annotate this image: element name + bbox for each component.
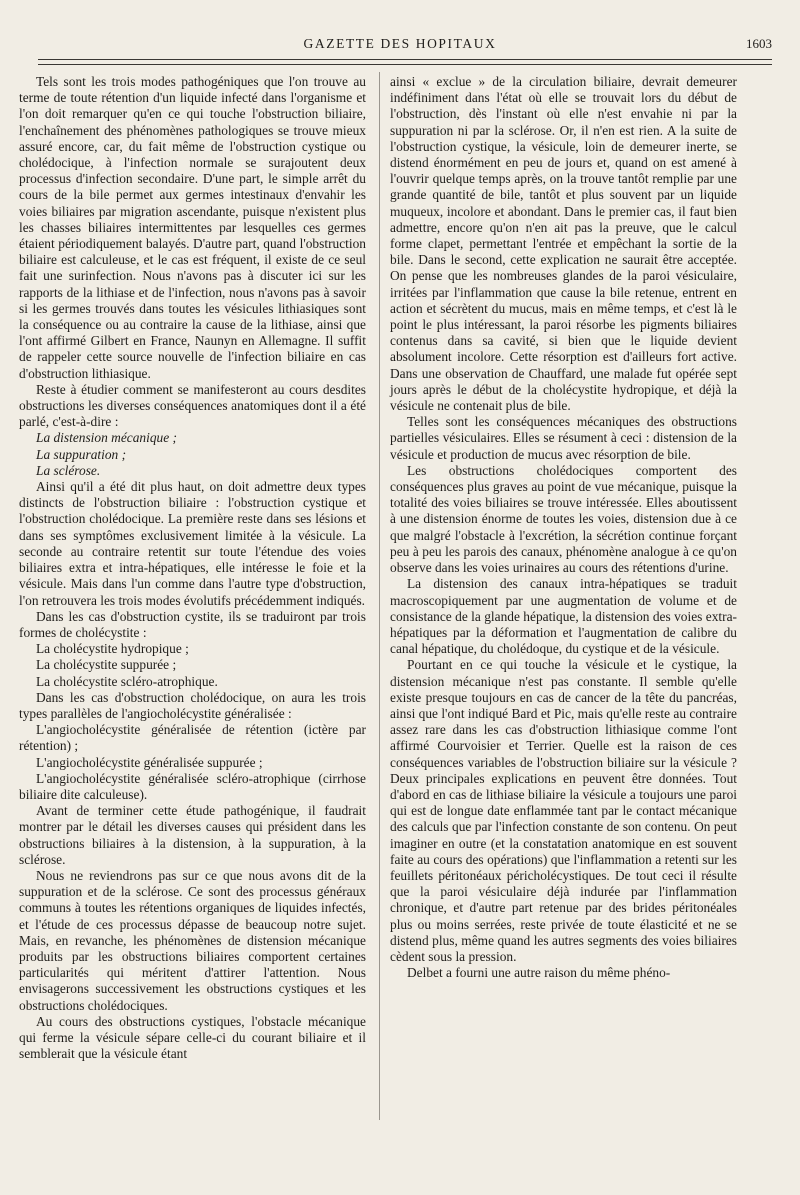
paragraph: Telles sont les conséquences mécaniques des obstructions partielles vésiculaires. Elles se résument à ceci : distension de la vésicule et production de mucus avec résorption de bile. <box>390 414 737 462</box>
column-divider <box>379 72 380 1120</box>
list-item: La cholécystite hydropique ; <box>36 641 189 657</box>
paragraph: Pourtant en ce qui touche la vésicule et le cystique, la distension mécanique n'est pas constante. Il semble qu'elle existe presque toujours en cas de cancer de la tête du pancréas, ainsi que l'ont indiqué Bard et Pic, mais qu'elle reste au contraire assez rare dans les cas d'obstruction lithiasique comme l'ont affirmé Courvoisier et Terrier. Quelle est la raison de ces conséquences variables de l'obstruction biliaire sur la vésicule ? Deux principales explications en peuvent être données. Tout d'abord en cas de lithiase biliaire la vésicule a toujours une paroi qui est de longue date enflammée tant par le contact mécanique des calculs que par l'infection constante de son contenu. On peut imaginer en outre (et la constatation anatomique en est souvent faite au cours des opérations) que l'inflammation a retenti sur les feuillets péritonéaux péricholécystiques. De tout ceci il résulte que la paroi vésiculaire déjà indurée par l'inflammation chronique, et d'autre part retenue par des brides péritonéales plus ou moins serrées, reste privée de toute élasticité et ne se distend plus, même quand les autres segments des voies biliaires cèdent sous la pression. <box>390 657 737 964</box>
list-item: La cholécystite suppurée ; <box>36 657 177 673</box>
list-item: La sclérose. <box>36 462 101 478</box>
paragraph: Avant de terminer cette étude pathogénique, il faudrait montrer par le détail les diverses causes qui président dans les obstructions biliaires à la distension, à la suppuration, à la sclérose. <box>19 803 366 867</box>
paragraph: Au cours des obstructions cystiques, l'obstacle mécanique qui ferme la vésicule sépare celle-ci du courant biliaire et il semblerait que la vésicule étant <box>19 1013 366 1062</box>
paragraph: La distension des canaux intra-hépatiques se traduit macroscopiquement par une augmentation de volume et de consistance de la glande hépatique, la distension des voies extra-hépatiques par la déformation et l'augmentation de calibre du canal hépatique, du cholédoque, du cystique et de la vésicule. <box>390 576 737 657</box>
header-rule-thin <box>38 64 772 65</box>
paragraph: Nous ne reviendrons pas sur ce que nous avons dit de la suppuration et de la sclérose. Ce sont des processus généraux communs à toutes les rétentions organiques de liquides infectés, et l'étude de ces processus dépasse de beaucoup notre sujet. Mais, en revanche, les phénomènes de distension mécanique produits par les obstructions biliaires comportent certaines particularités qui méritent d'attirer l'attention. Nous envisagerons successivement les obstructions cystiques et les obstructions cholédociques. <box>19 867 366 1013</box>
list-item: L'angiocholécystite généralisée de rétention (ictère par rétention) ; <box>19 722 366 754</box>
left-text-column <box>19 74 366 1062</box>
list-item: La cholécystite scléro-atrophique. <box>36 673 218 689</box>
list-item: La suppuration ; <box>36 446 127 462</box>
running-header-title: GAZETTE DES HOPITAUX <box>303 36 497 51</box>
paragraph: Tels sont les trois modes pathogéniques que l'on trouve au terme de toute rétention d'un liquide infecté dans l'organisme et l'on doit remarquer qu'en ce qui touche l'obstruction biliaire, l'enchaînement des phénomènes pathologiques se trouve mieux assuré encore, car, du fait même de l'obstruction cystique ou cholédocique, à l'infection normale se surajoutent deux processus d'infection secondaire. D'une part, le simple arrêt du cours de la bile permet aux germes intestinaux d'envahir les voies biliaires par migration ascendante, puisque n'existent plus les chasses biliaires intermittentes par lesquelles ces germes étaient périodiquement balayés. D'autre part, quand l'obstruction biliaire est calculeuse, et le cas est fréquent, il existe de ce seul fait une surinfection. Nous n'avons pas à discuter ici sur les rapports de la lithiase et de l'infection, nous n'avons pas à savoir si les germes trouvés dans toutes les vésicules lithiasiques sont la conséquence ou au contraire la cause de la lithiase, ainsi que l'ont affirmé Gilbert en France, Naunyn en Allemagne. Il suffit de rappeler cette source nouvelle de l'infection biliaire en cas d'obstruction lithiasique. <box>19 74 366 381</box>
paragraph: Ainsi qu'il a été dit plus haut, on doit admettre deux types distincts de l'obstruction biliaire : l'obstruction cystique et l'obstruction cholédocique. La première reste dans ses lésions et dans ses symptômes exclusivement limitée à la vésicule. La seconde au contraire retentit sur toute l'étendue des voies biliaires extra et intra-hépatiques, elle intéresse le foie et la vésicule. Mais dans l'un comme dans l'autre type d'obstruction, l'on retrouvera les trois modes évolutifs précédemment indiqués. <box>19 479 366 608</box>
right-text-column <box>390 74 737 981</box>
paragraph: Dans les cas d'obstruction cystite, ils se traduiront par trois formes de cholécystite : <box>19 608 366 640</box>
page-number: 1603 <box>746 36 772 51</box>
paragraph: Les obstructions cholédociques comportent des conséquences plus graves au point de vue mécanique, puisque la totalité des voies biliaires se trouve intéressée. Elles aboutissent à une distension énorme de toutes les voies, distension due à ce que malgré l'obstacle à l'excrétion, la sécrétion continue forçant peu à peu les parois des canaux, phénomène analogue à ce qu'on observe dans les voies urinaires au cours des rétentions d'urine. <box>390 462 737 576</box>
list-item: La distension mécanique ; <box>36 430 177 446</box>
header-rule <box>38 59 772 60</box>
paragraph: Reste à étudier comment se manifesteront au cours desdites obstructions les diverses conséquences anatomiques dont il a été parlé, c'est-à-dire : <box>19 381 366 430</box>
paragraph: Delbet a fourni une autre raison du même phéno- <box>407 965 671 981</box>
list-item: L'angiocholécystite généralisée suppurée ; <box>36 754 263 770</box>
list-item: L'angiocholécystite généralisée scléro-atrophique (cirrhose biliaire dite calculeuse). <box>19 770 366 802</box>
paragraph: Dans les cas d'obstruction cholédocique, on aura les trois types parallèles de l'angiocholécystite généralisée : <box>19 689 366 721</box>
paragraph: ainsi « exclue » de la circulation biliaire, devrait demeurer indéfiniment dans l'état où elle se trouvait lors du début de l'obstruction, dès l'instant où elle n'est envahie ni par la suppuration ni par la sclérose. Or, il n'en est rien. A la suite de l'obstruction cystique, la vésicule, loin de demeurer inerte, se distend énormément en peu de jours et, quand on est amené à l'ouvrir quelque temps après, on la trouve tantôt remplie par une grande quantité de bile, tantôt et plus souvent par un liquide muqueux, incolore et abondant. Dans le premier cas, il faut bien admettre, encore qu'on n'en ait pas la preuve, que le calcul forme clapet, permettant l'entrée et empêchant la sortie de la bile. Dans le second, cette explication ne saurait être acceptée. On pense que les nombreuses glandes de la paroi vésiculaire, irritées par l'inflammation que cause la bile retenue, entrent en action et sécrètent du mucus, mais en même temps, et c'est là le point le plus intéressant, la paroi résorbe les pigments biliaires contenus dans sa cavité, si bien que le liquide devient absolument incolore. Cette résorption est d'ailleurs fort active. Dans une observation de Chauffard, une malade fut opérée sept jours après le début de la cholécystite hydropique, et déjà la vésicule ne contenait plus de bile. <box>390 74 737 414</box>
